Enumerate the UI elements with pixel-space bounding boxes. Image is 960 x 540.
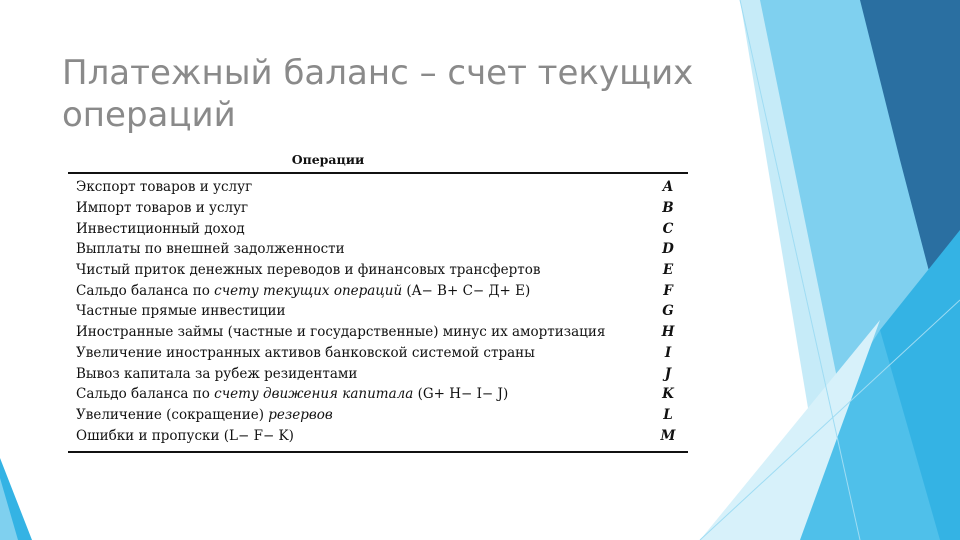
table-row (68, 322, 688, 343)
table-row (68, 198, 688, 219)
operation-label: Экспорт товаров и услуг (76, 179, 253, 196)
operation-code: G (662, 303, 674, 320)
operation-label: Сальдо баланса по счету движения капитала (G+ H− I− J) (76, 386, 509, 403)
table-row (68, 177, 688, 198)
table-row (68, 239, 688, 260)
operation-label: Инвестиционный доход (76, 220, 245, 237)
operation-label: Выплаты по внешней задолженности (76, 241, 345, 258)
table-row (68, 425, 688, 446)
operation-code: E (662, 262, 674, 279)
table-row (68, 384, 688, 405)
operation-label: Ошибки и пропуски (L− F− K) (76, 427, 294, 444)
operation-code: I (664, 344, 672, 361)
operations-table (68, 150, 688, 453)
operation-code: F (663, 282, 673, 299)
table-top-rule (68, 172, 688, 174)
table-row (68, 301, 688, 322)
table-bottom-rule (68, 451, 688, 453)
column-header: Операции (291, 152, 365, 167)
operation-label: Увеличение (сокращение) резервов (76, 406, 333, 423)
operation-code: M (660, 427, 676, 444)
operation-code: D (662, 241, 674, 258)
operation-label: Частные прямые инвестиции (76, 303, 286, 320)
operation-code: B (662, 200, 674, 217)
table-rows (68, 177, 688, 446)
operation-code: A (662, 179, 674, 196)
operation-code: L (663, 406, 673, 423)
table-row (68, 343, 688, 364)
operation-label: Увеличение иностранных активов банковской системой страны (76, 344, 535, 361)
table-row (68, 280, 688, 301)
operation-label: Импорт товаров и услуг (76, 200, 249, 217)
operation-code: J (664, 365, 672, 382)
table-row (68, 405, 688, 426)
operation-code: H (661, 324, 675, 341)
operation-code: K (662, 386, 674, 403)
table-row (68, 260, 688, 281)
slide-title: Платежный баланс – счет текущих операций (62, 53, 694, 135)
operation-label: Чистый приток денежных переводов и финансовых трансфертов (76, 262, 541, 279)
table-row (68, 363, 688, 384)
table-row (68, 218, 688, 239)
operation-code: C (662, 220, 674, 237)
operation-label: Иностранные займы (частные и государственные) минус их амортизация (76, 324, 606, 341)
operation-label: Сальдо баланса по счету текущих операций (A− B+ C− Д+ E) (76, 282, 531, 299)
operation-label: Вывоз капитала за рубеж резидентами (76, 365, 358, 382)
